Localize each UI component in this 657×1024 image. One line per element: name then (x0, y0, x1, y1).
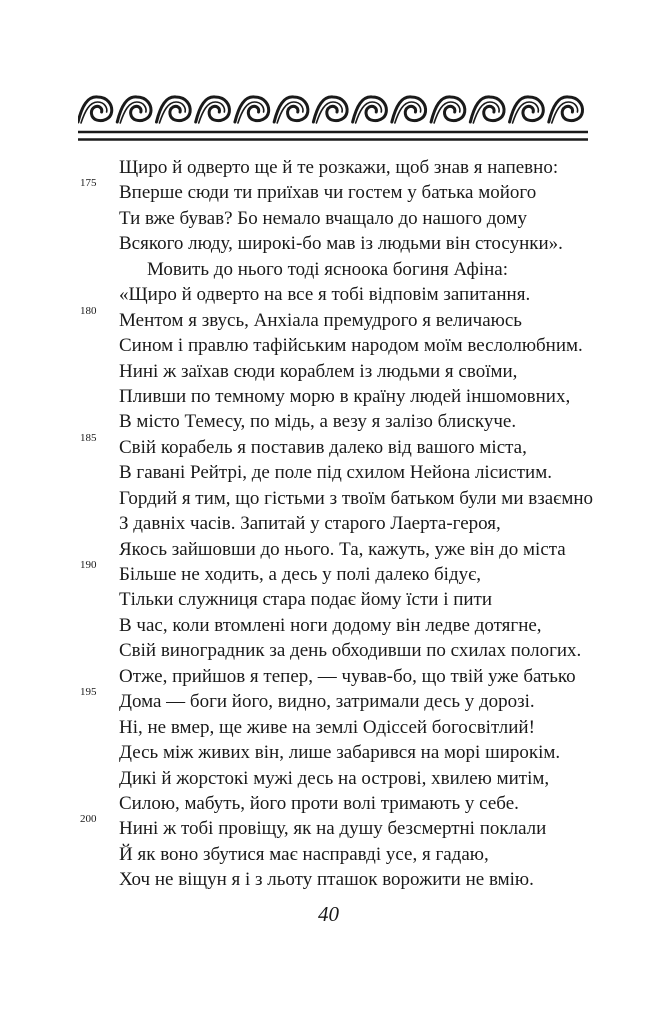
line-number: 180 (80, 304, 97, 317)
verse-text: Ти вже бував? Бо немало вчащало до нашого дому (119, 207, 528, 229)
verse-line (0, 409, 657, 434)
verse-line (0, 177, 657, 205)
verse-line (0, 206, 657, 231)
verse-line (0, 766, 657, 791)
verse-line (0, 686, 657, 714)
line-number: 185 (80, 431, 97, 444)
verse-line (0, 559, 657, 587)
verse-text: Всякого люду, широкі-бо мав із людьми він стосунки». (119, 233, 563, 255)
verse-text: Силою, мабуть, його проти волі тримають у себе. (119, 792, 519, 814)
verse-text: Й як воно збутися має насправді усе, я гадаю, (119, 843, 489, 865)
verse-text: Тільки служниця стара подає йому їсти і пити (119, 589, 493, 611)
verse-text: Вперше сюди ти приїхав чи гостем у батька мойого (119, 182, 537, 204)
verse-line (0, 842, 657, 867)
verse-text: Дома — боги його, видно, затримали десь у дорозі. (119, 691, 535, 713)
verse-line (0, 664, 657, 689)
verse-line (0, 257, 657, 282)
verse-line (0, 587, 657, 612)
verse-text: Якось зайшовши до нього. Та, кажуть, уже він до міста (119, 538, 566, 560)
verse-line (0, 537, 657, 562)
line-number: 175 (80, 177, 97, 190)
verse-text: Нині ж заїхав сюди кораблем із людьми я своїми, (119, 360, 518, 382)
verse-text: Отже, прийшов я тепер, — чував-бо, що твій уже батько (119, 665, 576, 687)
verse-text: Дикі й жорстокі мужі десь на острові, хвилею митім, (119, 767, 550, 789)
verse-text: Мовить до нього тоді ясноока богиня Афіна: (147, 258, 509, 280)
verse-line (0, 359, 657, 384)
verse-text: Ні, не вмер, ще живе на землі Одіссей богосвітлий! (119, 716, 535, 738)
verse-line (0, 813, 657, 841)
verse-text: Десь між живих він, лише забарився на морі широкім. (119, 742, 561, 764)
verse-line (0, 715, 657, 740)
verse-text: Нині ж тобі провіщу, як на душу безсмертні поклали (119, 818, 547, 840)
verse-text: Сином і правлю тафійським народом моїм веслолюбним. (119, 335, 583, 357)
verse-text: Більше не ходить, а десь у полі далеко бідує, (119, 564, 482, 585)
verse-line (0, 282, 657, 307)
verse-text: Ментом я звусь, Анхіала премудрого я величаюсь (119, 309, 522, 331)
wave-scroll-ornament (78, 92, 588, 144)
verse-line (0, 155, 657, 180)
verse-line (0, 791, 657, 816)
verse-text: Пливши по темному морю в країну людей іншомовних, (119, 385, 571, 407)
verse-line (0, 867, 657, 892)
verse-line (0, 486, 657, 511)
poem-text (0, 155, 657, 893)
verse-text: З давніх часів. Запитай у старого Лаерта-героя, (119, 513, 501, 535)
verse-text: «Щиро й одверто на все я тобі відповім запитання. (119, 284, 531, 306)
line-number: 190 (80, 559, 97, 571)
verse-line (0, 384, 657, 409)
verse-line (0, 613, 657, 638)
line-number: 200 (80, 813, 97, 826)
verse-line (0, 511, 657, 536)
page-number: 40 (318, 902, 339, 926)
verse-text: Гордий я тим, що гістьми з твоїм батьком були ми взаємно (119, 487, 594, 509)
verse-text: Свій корабель я поставив далеко від вашого міста, (119, 436, 527, 458)
verse-line (0, 638, 657, 663)
verse-text: Свій виноградник за день обходивши по схилах пологих. (119, 640, 582, 662)
verse-line (0, 231, 657, 256)
verse-text: В місто Темесу, по мідь, а везу я залізо блискуче. (119, 411, 517, 433)
verse-line (0, 460, 657, 485)
verse-line (0, 740, 657, 765)
verse-text: Хоч не віщун я і з льоту пташок ворожити не вмію. (119, 869, 534, 891)
line-number: 195 (80, 686, 97, 699)
verse-text: В гавані Рейтрі, де поле під схилом Нейона лісистим. (119, 462, 552, 484)
verse-line (0, 304, 657, 333)
verse-text: В час, коли втомлені ноги додому він ледве дотягне, (119, 614, 542, 636)
verse-line (0, 333, 657, 358)
verse-text: Щиро й одверто ще й те розкажи, щоб знав я напевно: (119, 157, 559, 178)
verse-line (0, 431, 657, 460)
